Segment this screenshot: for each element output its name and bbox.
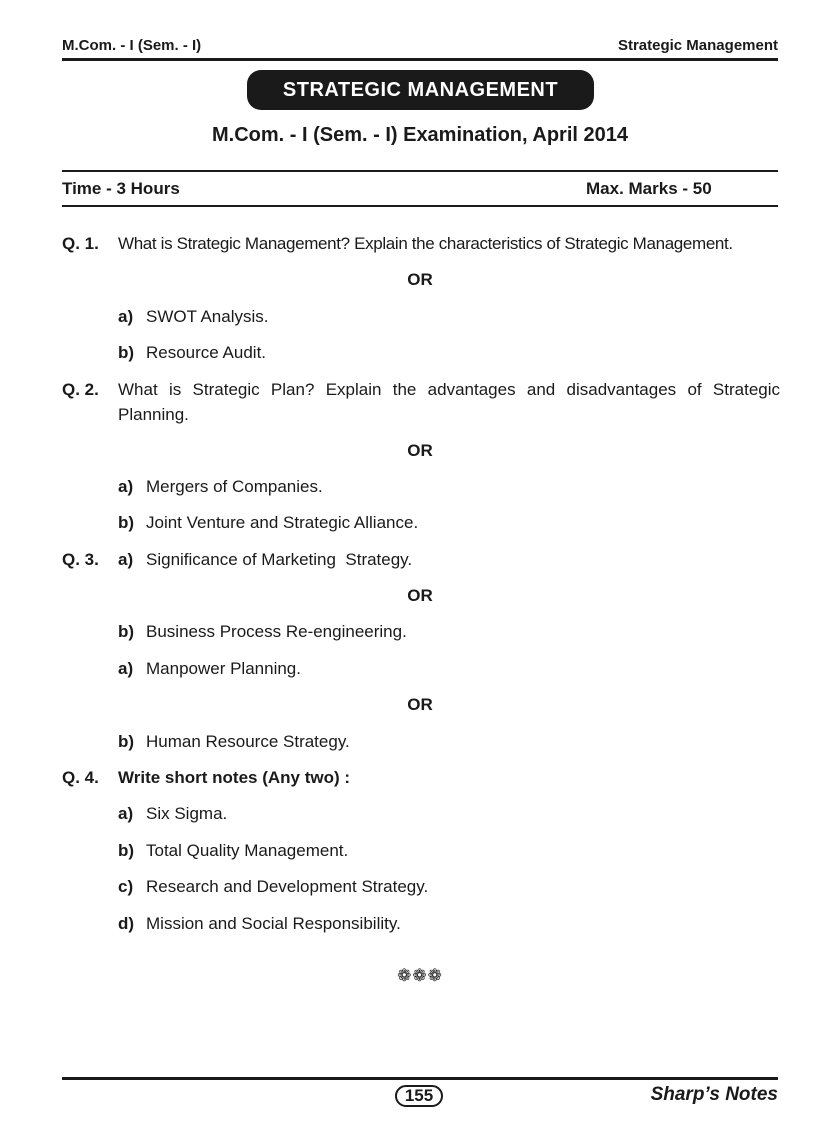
footer-rule xyxy=(62,1077,778,1080)
header-rule xyxy=(62,58,778,61)
option-text: Joint Venture and Strategic Alliance. xyxy=(146,513,419,532)
or-separator: OR xyxy=(407,441,433,460)
option-text: Resource Audit. xyxy=(146,343,267,362)
option-label: d) xyxy=(118,914,135,933)
end-ornament-icon: ❁❁❁ xyxy=(397,966,443,985)
option-text: Research and Development Strategy. xyxy=(146,877,429,896)
publisher-brand: Sharp’s Notes xyxy=(650,1084,778,1105)
marks-label: Max. Marks - 50 xyxy=(586,179,712,198)
option-text: Total Quality Management. xyxy=(146,841,349,860)
question-number: Q. 3. xyxy=(62,550,99,569)
question-text: What is Strategic Management? Explain the characteristics of Strategic Management. xyxy=(118,234,733,253)
running-header-right: Strategic Management xyxy=(617,37,778,54)
option-label: a) xyxy=(118,307,134,326)
option-label: a) xyxy=(118,804,134,823)
question-number: Q. 2. xyxy=(62,380,99,399)
option-text: Business Process Re-engineering. xyxy=(146,622,407,641)
option-text: Six Sigma. xyxy=(146,804,228,823)
running-header-left: M.Com. - I (Sem. - I) xyxy=(62,37,202,54)
option-text: SWOT Analysis. xyxy=(146,307,269,326)
option-text: Mission and Social Responsibility. xyxy=(146,914,401,933)
time-label: Time - 3 Hours xyxy=(62,179,180,198)
option-text: Mergers of Companies. xyxy=(146,477,323,496)
question-number: Q. 4. xyxy=(62,768,99,787)
subject-title: STRATEGIC MANAGEMENT xyxy=(247,70,594,110)
meta-rule-top xyxy=(62,170,778,172)
or-separator: OR xyxy=(407,586,433,605)
option-label: b) xyxy=(118,622,135,641)
option-label: a) xyxy=(118,477,134,496)
question-text: What is Strategic Plan? Explain the advantages and disadvantages of Strategic Planning. xyxy=(118,380,780,424)
option-label: a) xyxy=(118,659,134,678)
or-separator: OR xyxy=(407,270,433,289)
option-label: b) xyxy=(118,343,135,362)
option-text: Significance of Marketing Strategy. xyxy=(146,550,413,569)
option-label: c) xyxy=(118,877,134,896)
exam-title: M.Com. - I (Sem. - I) Examination, April 2014 xyxy=(211,124,628,146)
option-text: Manpower Planning. xyxy=(146,659,301,678)
meta-rule-bottom xyxy=(62,205,778,207)
or-separator: OR xyxy=(407,695,433,714)
option-label: b) xyxy=(118,841,135,860)
option-text: Human Resource Strategy. xyxy=(146,732,350,751)
option-label: b) xyxy=(118,513,135,532)
option-label: b) xyxy=(118,732,135,751)
question-text: Write short notes (Any two) : xyxy=(118,768,351,787)
question-number: Q. 1. xyxy=(62,234,99,253)
option-label: a) xyxy=(118,550,134,569)
page-number: 155 xyxy=(395,1085,443,1107)
